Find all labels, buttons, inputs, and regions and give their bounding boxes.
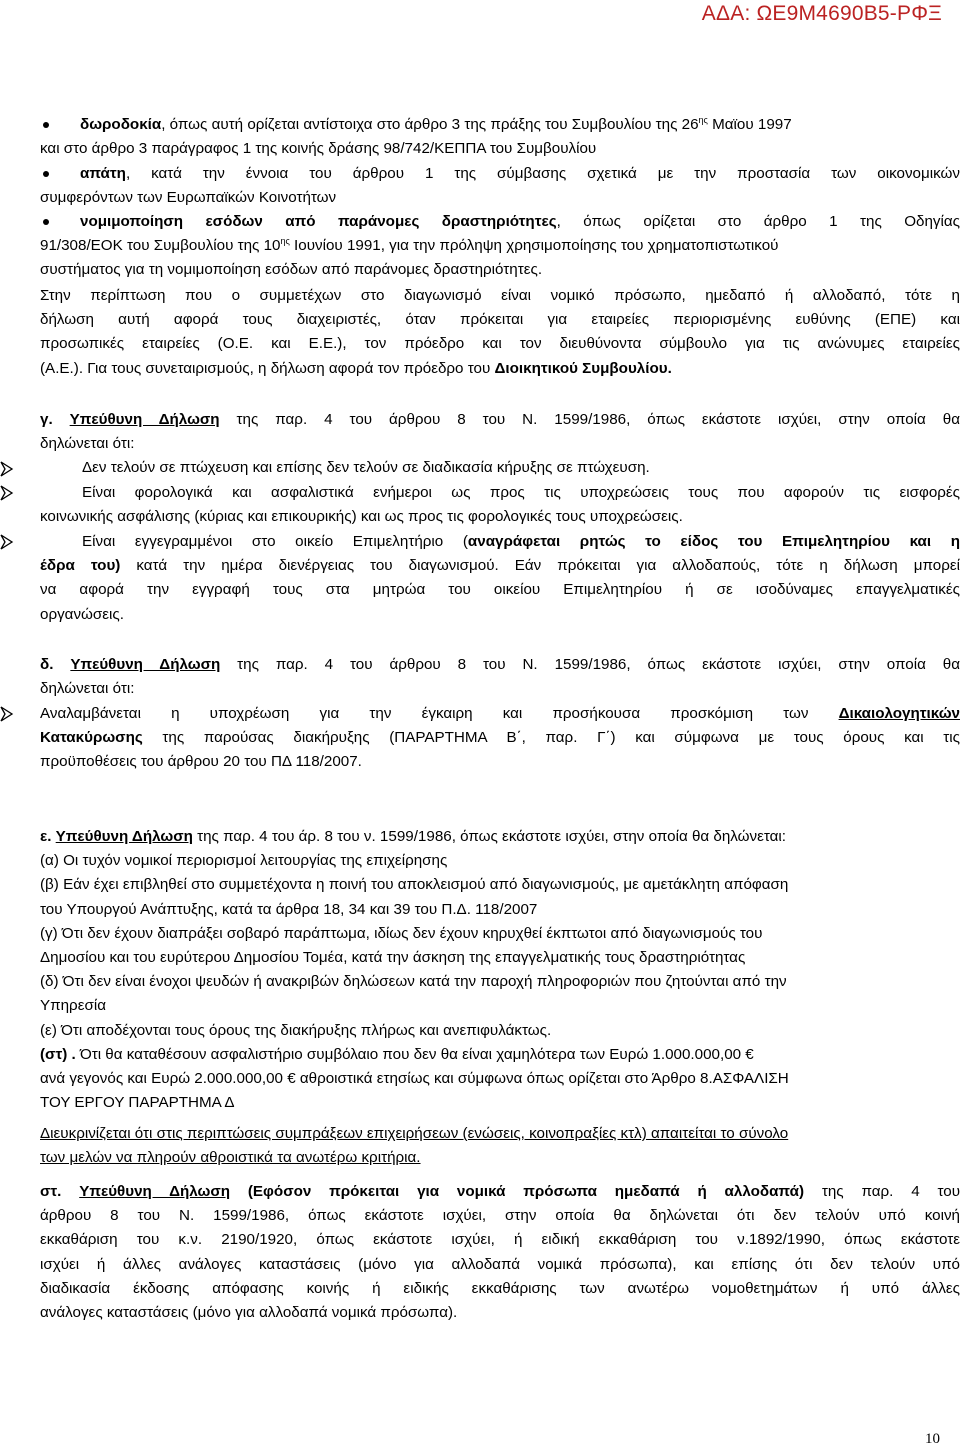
bullet-item-fraud [40,162,960,210]
section-title: Υπεύθυνη Δήλωση [79,1183,231,1200]
ada-code: ΑΔΑ: ΩΕ9Μ4690Β5-ΡΦΞ [701,2,942,25]
paragraph-line: δήλωση αυτή αφορά τους διαχειριστές, όταν πρόκειται για εταιρείες περιορισμένης ευθύνης (ΕΠΕ) και [40,311,960,329]
section-text: Υπηρεσία [40,997,106,1015]
section-text: άρθρου 8 του Ν. 1599/1986, όπως εκάστοτε ισχύει, στην οποία θα δηλώνεται ότι δεν τελούν υπό κοινή [40,1207,960,1225]
list-item-text: προϋποθέσεις του άρθρου 20 του ΠΔ 118/2007. [40,753,362,771]
section-text: (δ) Ότι δεν είναι ένοχοι ψευδών ή ανακριβών δηλώσεων κατά την παροχή πληροφοριών που ζητούνται από την [40,973,787,991]
list-item-text-bold: Δικαιολογητικών [838,705,960,722]
list-item-text: Δεν τελούν σε πτώχευση και επίσης δεν τελούν σε διαδικασία κήρυξης σε πτώχευση. [82,459,650,476]
section-text: του Υπουργού Ανάπτυξης, κατά τα άρθρα 18, 34 και 39 του Π.Δ. 118/2007 [40,900,538,918]
bullet-text: , όπως ορίζεται στο άρθρο 1 της Οδηγίας [556,213,960,230]
section-text: της παρ. 4 του άρθρου 8 του Ν. 1599/1986, όπως εκάστοτε ισχύει, στην οποία θα [220,656,960,673]
section-text: δηλώνεται ότι: [40,435,135,453]
bullet-text: , όπως αυτή ορίζεται αντίστοιχα στο άρθρο 3 της πράξης του Συμβουλίου της 26 [161,116,699,133]
section-text: (γ) Ότι δεν έχουν διαπράξει σοβαρό παράπτωμα, ιδίως δεν έχουν κηρυχθεί έκπτωτοι από διαγωνισμούς του [40,924,763,942]
bullet-text: 91/308/ΕΟΚ του Συμβουλίου της 10 [40,237,281,255]
list-item [82,456,960,480]
list-item-text-bold: αναγράφεται ρητώς το είδος του Επιμελητηρίου και η [467,533,960,550]
bullet-text: συμφερόντων των Ευρωπαϊκών Κοινοτήτων [40,189,337,207]
section-text: Ότι θα καταθέσουν ασφαλιστήριο συμβόλαιο που δεν θα είναι χαμηλότερα των Ευρώ 1.000.000,00 € [75,1045,754,1063]
section-gamma [40,408,960,456]
arrow-bullet-icon [0,706,14,722]
bullet-term: δωροδοκία [80,116,162,133]
section-sub-label: (στ) . [40,1045,76,1063]
section-text: ανάλογες καταστάσεις (μόνο για αλλοδαπά νομικά πρόσωπα). [40,1303,458,1321]
paragraph-line: προσωπικές εταιρείες (Ο.Ε. και Ε.Ε.), τον πρόεδρο και τον διευθύνοντα σύμβουλο για τις ανώνυμες εταιρείες [40,335,960,353]
clarification-paragraph [40,1122,960,1170]
bullet-text: συστήματος για τη νομιμοποίηση εσόδων από παράνομες δραστηριότητες. [40,261,543,279]
page-number: 10 [925,1431,940,1447]
clarification-text: Διευκρινίζεται ότι στις περιπτώσεις συμπράξεων επιχειρήσεων (ενώσεις, κοινοπραξίες κτλ) απαιτείται το σύνολο [40,1125,789,1142]
section-delta [40,653,960,701]
arrow-bullet-icon [0,485,14,501]
list-item-text: Είναι εγγεγραμμένοι στο οικείο Επιμελητήριο ( [82,533,468,550]
section-text: (ε) Ότι αποδέχονται τους όρους της διακήρυξης πλήρως και ανεπιφυλάκτως. [40,1021,552,1039]
section-letter: στ. [40,1183,62,1200]
superscript: ης [280,236,290,247]
bullet-text: , κατά την έννοια του άρθρου 1 της σύμβασης σχετικά με την προστασία των οικονομικών [125,165,960,182]
section-title-paren: (Εφόσον πρόκειται για νομικά πρόσωπα ημεδαπά ή αλλοδαπά) [230,1183,805,1200]
bullet-item-bribery [40,113,960,161]
bullet-item-money-laundering [40,210,960,283]
bullet-text: και στο άρθρο 3 παράγραφος 1 της κοινής δράσης 98/742/ΚΕΠΠΑ του Συμβουλίου [40,140,597,158]
list-item [40,481,960,529]
list-item-text: οργανώσεις. [40,605,124,623]
bullet-text: Μαϊου 1997 [707,116,792,133]
section-text: (α) Οι τυχόν νομικοί περιορισμοί λειτουργίας της επιχείρησης [40,852,448,870]
section-text: διαδικασία έκδοσης απόφασης κοινής ή ειδικής εκκαθάρισης των ανωτέρω νομοθετημάτων ή υπό άλλες [40,1279,960,1297]
list-item [40,702,960,775]
paragraph-line: (Α.Ε.). Για τους συνεταιρισμούς, η δήλωση αφορά τον πρόεδρο του [40,359,495,377]
section-letter: γ. [40,411,53,428]
arrow-bullet-icon [0,534,14,550]
section-title: Υπεύθυνη Δήλωση [69,411,220,428]
clarification-text: των μελών να πληρούν αθροιστικά τα ανωτέρω κριτήρια. [40,1149,421,1167]
list-item-text-bold: έδρα του) [40,557,121,575]
arrow-bullet-icon [0,461,14,477]
section-text: της παρ. 4 του άρθρου 8 του Ν. 1599/1986, όπως εκάστοτε ισχύει, στην οποία θα [219,411,960,428]
section-text: (β) Εάν έχει επιβληθεί στο συμμετέχοντα η ποινή του αποκλεισμού από διαγωνισμούς, με αμετάκλητη απόφαση [40,876,789,894]
paragraph-line-bold: Διοικητικού Συμβουλίου. [494,359,672,377]
bullet-text: Ιουνίου 1991, για την πρόληψη χρησιμοποίησης του χρηματοπιστωτικού [289,237,779,255]
bullet-term: νομιμοποίηση εσόδων από παράνομες δραστηριότητες [80,213,557,230]
section-epsilon [40,825,960,1115]
section-text: της παρ. 4 του άρ. 8 του ν. 1599/1986, όπως εκάστοτε ισχύει, στην οποία θα δηλώνεται: [192,828,787,845]
superscript: ης [698,114,708,125]
section-text: ανά γεγονός και Ευρώ 2.000.000,00 € αθροιστικά ετησίως και σύμφωνα όπως ορίζεται στο Άρθρο 8.ΑΣΦΑΛΙΣΗ [40,1069,789,1087]
bullet-term: απάτη [80,165,126,182]
paragraph-line: Στην περίπτωση που ο συμμετέχων στο διαγωνισμό είναι νομικό πρόσωπο, ημεδαπό ή αλλοδαπό, τότε η [40,287,960,304]
list-item-text: να αφορά την εγγραφή τους στα μητρώα του οικείου Επιμελητηρίου ή σε ισοδύναμες επαγγελματικές [40,581,960,599]
list-item [40,530,960,627]
list-item-text: κατά την ημέρα διενέργειας του διαγωνισμού. Εάν πρόκειται για αλλοδαπούς, τότε η δήλωση μπορεί [120,557,960,575]
section-text: Δημοσίου και του ευρύτερου Δημοσίου Τομέα, κατά την άσκηση της επαγγελματικής τους δραστηριότητας [40,948,746,966]
section-text: δηλώνεται ότι: [40,680,135,698]
list-item-text: κοινωνικής ασφάλισης (κύριας και επικουρικής) και ως προς τις φορολογικές τους υποχρεώσεις. [40,508,683,526]
section-letter: ε. [40,828,52,845]
list-item-text-bold: Κατακύρωσης [40,729,143,747]
section-text: ισχύει ή άλλες ανάλογες καταστάσεις (μόνο για αλλοδαπά νομικά πρόσωπα), και επίσης ότι δεν τελούν υπό [40,1255,960,1273]
section-st [40,1180,960,1325]
section-text: της παρ. 4 του [804,1183,960,1200]
legal-persons-paragraph [40,284,960,381]
section-letter: δ. [40,656,54,673]
section-text: ΤΟΥ ΕΡΓΟΥ ΠΑΡΑΡΤΗΜΑ Δ [40,1094,235,1112]
list-item-text: της παρούσας διακήρυξης (ΠΑΡΑΡΤΗΜΑ Β΄, παρ. Γ΄) και σύμφωνα με τους όρους και τις [142,729,960,747]
section-title: Υπεύθυνη Δήλωση [70,656,221,673]
section-text: εκκαθάριση του κ.ν. 2190/1920, όπως εκάστοτε ισχύει, ή ειδική εκκαθάριση του ν.1892/1990, όπως εκάστοτε [40,1231,960,1249]
list-item-text: Είναι φορολογικά και ασφαλιστικά ενήμεροι ως προς τις υποχρεώσεις τους που αφορούν τις εισφορές [82,484,960,501]
list-item-text: Αναλαμβάνεται η υποχρέωση για την έγκαιρη και προσήκουσα προσκόμιση των [40,705,839,722]
section-title: Υπεύθυνη Δήλωση [55,828,193,845]
